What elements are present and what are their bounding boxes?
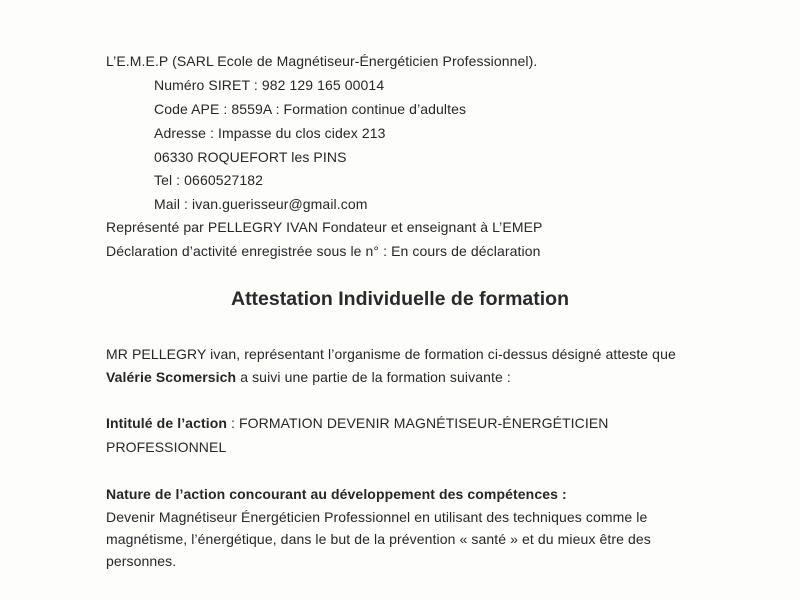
email: Mail : ivan.guerisseur@gmail.com: [154, 196, 368, 212]
city: 06330 ROQUEFORT les PINS: [154, 149, 347, 165]
ape-code: Code APE : 8559A : Formation continue d’adultes: [154, 101, 467, 117]
nature-heading: Nature de l’action concourant au développement des compétences :: [106, 486, 567, 502]
attestation-line-1: MR PELLEGRY ivan, représentant l’organisme de formation ci-dessus désigné atteste que: [106, 346, 676, 362]
represented-by: Représenté par PELLEGRY IVAN Fondateur et enseignant à L’EMEP: [106, 219, 543, 235]
attestation-line-2: [106, 370, 511, 384]
action-title-line-2: PROFESSIONNEL: [106, 439, 227, 455]
page-title: Attestation Individuelle de formation: [230, 288, 570, 310]
siret-number: Numéro SIRET : 982 129 165 00014: [154, 77, 385, 93]
activity-declaration: Déclaration d’activité enregistrée sous le n° : En cours de déclaration: [106, 243, 541, 259]
trainee-name: Valérie Scomersich: [106, 369, 237, 385]
telephone: Tel : 0660527182: [154, 172, 264, 188]
action-value: : FORMATION DEVENIR MAGNÉTISEUR-ÉNERGÉTICIEN: [227, 415, 609, 431]
attestation-line-2-rest: a suivi une partie de la formation suivante :: [236, 369, 511, 385]
organization-header: L’E.M.E.P (SARL Ecole de Magnétiseur-Énergéticien Professionnel).: [106, 53, 538, 69]
nature-line-3: personnes.: [106, 553, 177, 569]
nature-line-1: Devenir Magnétiseur Énergéticien Professionnel en utilisant des techniques comme le: [106, 509, 648, 525]
action-title-line-1: [106, 416, 609, 430]
nature-line-2: magnétisme, l’énergétique, dans le but de la prévention « santé » et du mieux être des: [106, 531, 651, 547]
action-label: Intitulé de l’action: [106, 415, 228, 431]
address: Adresse : Impasse du clos cidex 213: [154, 125, 386, 141]
